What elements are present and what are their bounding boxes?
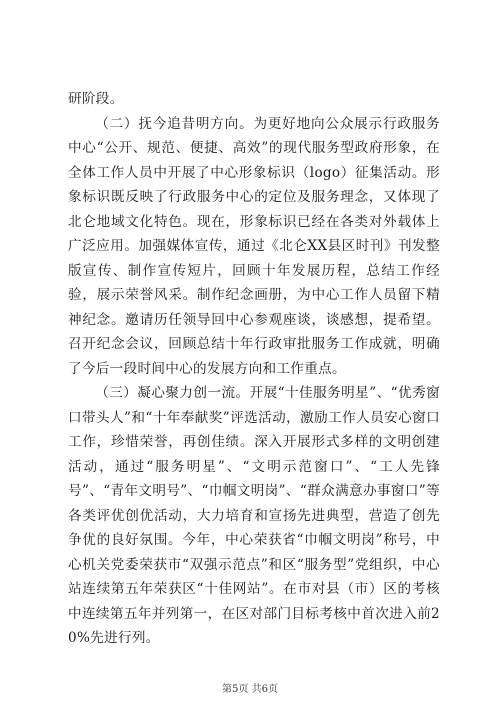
lead-line: 研阶段。	[68, 91, 124, 107]
body-text	[68, 87, 440, 651]
paragraph-chuang-yi-liu: （三）凝心聚力创一流。开展“十佳服务明星”、“优秀窗口带头人”和“十年奉献奖”评选活动，激励工作人员安心窗口工作，珍惜荣誉，再创佳绩。深入开展形式多样的文明创建活动，通过“服务明星”、“文明示范窗口”、“工人先锋号”、“青年文明号”、“巾帼文明岗”、“群众满意办事窗口”等各类评优创优活动，大力培育和宣扬先进典型，营造了创先争优的良好氛围。今年，中心荣获省“巾帼文明岗”称号，中心机关党委荣获市“双强示范点”和区“服务型”党组织，中心站连续第五年荣获区“十佳网站”。在市对县（市）区的考核中连续第五年并列第一，在区对部门目标考核中首次进入前20%先进行列。	[68, 385, 440, 646]
paragraph-fang-xiang: （二）抚今追昔明方向。为更好地向公众展示行政服务中心“公开、规范、便捷、高效”的现代服务型政府形象，在全体工作人员中开展了中心形象标识（logo）征集活动。形象标识既反映了行政服务中心的定位及服务理念，又体现了北仑地域文化特色。现在，形象标识已经在各类对外载体上广泛应用。加强媒体宣传，通过《北仑XX县区时刊》刊发整版宣传、制作宣传短片，回顾十年发展历程，总结工作经验，展示荣誉风采。制作纪念画册，为中心工作人员留下精神纪念。邀请历任领导回中心参观座谈，谈感想，提希望。召开纪念会议，回顾总结十年行政审批服务工作成就，明确了今后一段时间中心的发展方向和工作重点。	[68, 115, 440, 377]
page-footer: 第5页 共6页	[222, 684, 278, 695]
